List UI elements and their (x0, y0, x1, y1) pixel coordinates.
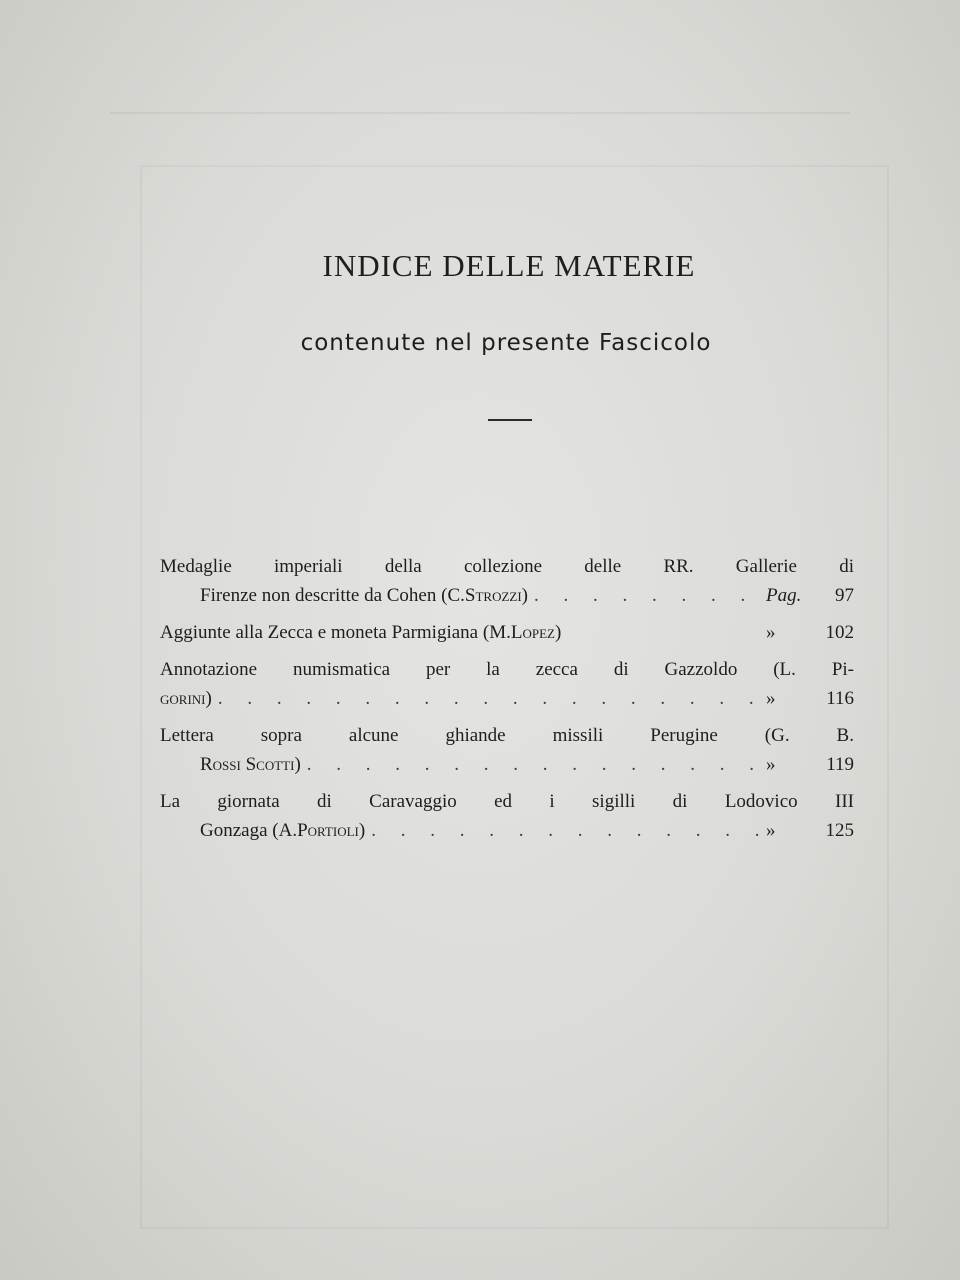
toc-page-ref (766, 750, 854, 779)
toc-author: Strozzi (464, 585, 522, 606)
toc-entry-title-line: Medaglie imperiali della collezione delle RR. Gallerie di (160, 556, 854, 577)
toc-paren: ) (554, 622, 562, 643)
toc-entry-title-cont: Firenze non descritte da Cohen ( (200, 585, 448, 606)
toc-paren: ) (205, 688, 212, 709)
toc-entry (160, 618, 854, 647)
page-number: 116 (826, 688, 854, 709)
title-rule (488, 419, 532, 421)
toc-page-ref (766, 684, 854, 713)
toc-page-ref (766, 581, 854, 610)
toc-entry-continuation (160, 684, 854, 713)
toc-entry-title-cont: Gonzaga (A. (200, 820, 298, 841)
toc-author-initial: C. (447, 585, 465, 606)
dot-leader (218, 684, 760, 713)
dot-leader (534, 581, 760, 610)
toc-entry-continuation (160, 816, 854, 845)
toc-entry-continuation (160, 581, 854, 610)
toc-entry (160, 552, 854, 610)
toc-page-ref (766, 618, 854, 647)
dot-leader (307, 750, 760, 779)
toc-entry-title-line: La giornata di Caravaggio ed i sigilli di Lodovico III (160, 791, 854, 812)
page-title: INDICE DELLE MATERIE (322, 248, 696, 283)
page-label: » (766, 622, 776, 643)
toc-author: Portioli (297, 820, 359, 841)
table-of-contents (160, 552, 854, 853)
toc-entry (160, 787, 854, 845)
toc-entry (160, 721, 854, 779)
page-number: 119 (826, 754, 854, 775)
page-number: 102 (825, 622, 854, 643)
dot-leader (371, 816, 760, 845)
toc-entry-continuation (160, 750, 854, 779)
toc-page-ref (766, 816, 854, 845)
page-label: » (766, 820, 776, 841)
page-label: Pag. (766, 585, 802, 606)
toc-author: Rossi Scotti (200, 754, 295, 775)
toc-paren: ) (358, 820, 366, 841)
show-through-line (110, 112, 850, 114)
toc-author: gorini (160, 688, 206, 709)
toc-entry-title: Aggiunte alla Zecca e moneta Parmigiana (M. (160, 622, 511, 643)
page-subtitle: contenute nel presente Fascicolo (300, 330, 712, 356)
toc-entry-title-line (160, 618, 854, 647)
page-label: » (766, 754, 776, 775)
toc-entry-title-line: Lettera sopra alcune ghiande missili Perugine (G. B. (160, 725, 854, 746)
page-number: 125 (825, 820, 854, 841)
toc-paren: ) (521, 585, 528, 606)
toc-entry (160, 655, 854, 713)
toc-entry-title-line: Annotazione numismatica per la zecca di Gazzoldo (L. Pi- (160, 659, 854, 680)
toc-author: Lopez (510, 622, 555, 643)
page-label: » (766, 688, 776, 709)
toc-paren: ) (294, 754, 301, 775)
page-number: 97 (835, 585, 854, 606)
